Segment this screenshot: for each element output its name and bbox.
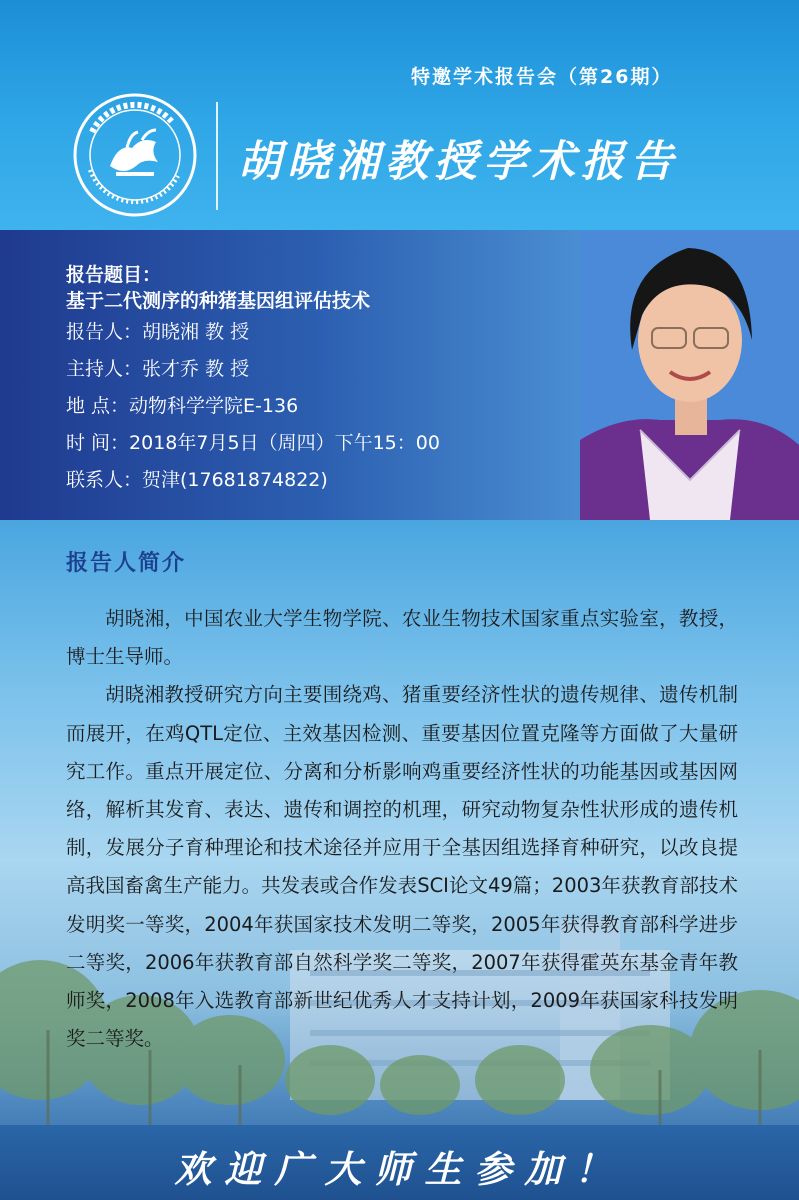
topic-title: 基于二代测序的种猪基因组评估技术	[66, 290, 371, 312]
header-divider	[216, 102, 218, 210]
bio-paragraph: 胡晓湘，中国农业大学生物学院、农业生物技术国家重点实验室，教授，博士生导师。	[66, 607, 738, 669]
bio-section-title: 报告人简介	[66, 551, 187, 576]
event-subtitle: 特邀学术报告会（第26期）	[411, 66, 673, 88]
speaker-photo	[580, 230, 799, 520]
speaker-row: 报告人：胡晓湘 教 授	[66, 321, 250, 343]
footer-banner	[0, 1125, 799, 1200]
report-info	[66, 262, 440, 499]
contact-row: 联系人：贺津(17681874822)	[66, 469, 328, 491]
college-logo	[72, 92, 198, 218]
host-row: 主持人：张才乔 教 授	[66, 358, 250, 380]
header	[0, 0, 799, 230]
page-title: 胡晓湘教授学术报告	[238, 137, 679, 187]
topic-label: 报告题目：	[66, 264, 162, 286]
speaker-bio	[66, 600, 738, 1058]
time-row: 时 间：2018年7月5日（周四）下午15：00	[66, 432, 440, 454]
bio-paragraph: 胡晓湘教授研究方向主要围绕鸡、猪重要经济性状的遗传规律、遗传机制而展开，在鸡QTL定位、主效基因检测、重要基因位置克隆等方面做了大量研究工作。重点开展定位、分离和分析影响鸡重要经济性状的功能基因或基因网络，解析其发育、表达、遗传和调控的机理，研究动物复杂性状形成的遗传机制，发展分子育种理论和技术途径并应用于全基因组选择育种研究，以改良提高我国畜禽生产能力。共发表或合作发表SCI论文49篇；2003年获教育部技术发明奖一等奖，2004年获国家技术发明二等奖，2005年获得教育部科学进步二等奖，2006年获教育部自然科学奖二等奖，2007年获得霍英东基金青年教师奖，2008年入选教育部新世纪优秀人才支持计划，2009年获国家科技发明奖二等奖。	[66, 683, 738, 1051]
welcome-text: 欢迎广大师生参加！	[174, 1147, 625, 1191]
location-row: 地 点：动物科学学院E-136	[66, 395, 299, 417]
